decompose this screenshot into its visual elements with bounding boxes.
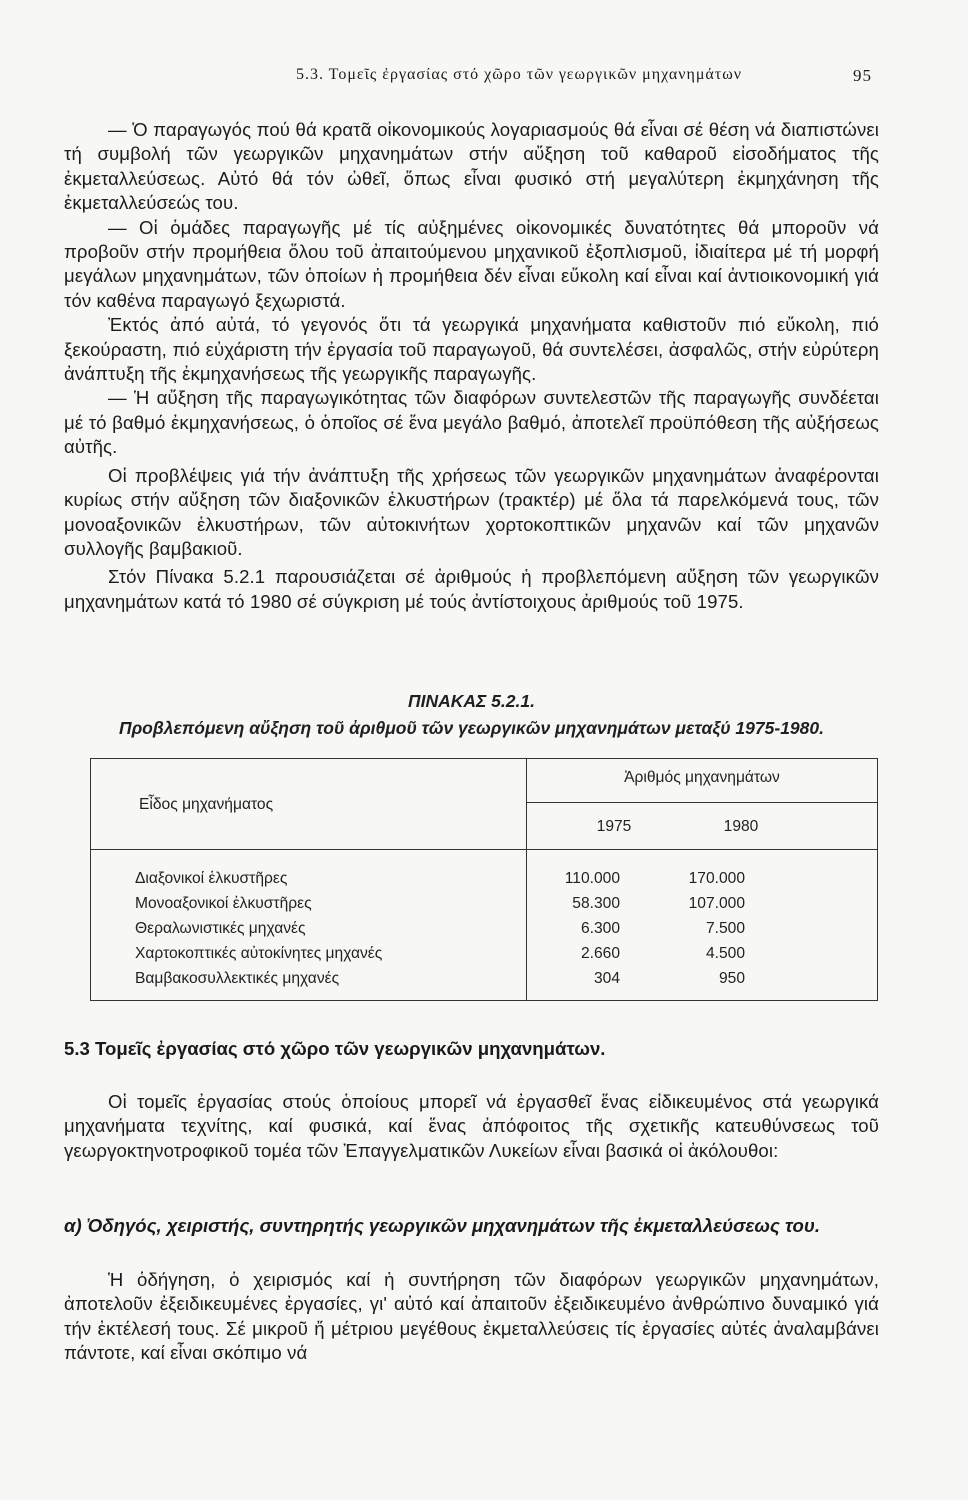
- row-labels: [135, 866, 382, 991]
- paragraph: — Οἱ ὁμάδες παραγωγῆς μέ τίς αὐξημένες οἰκονομικές δυνατότητες θά μποροῦν νά προβοῦν στήν προμήθεια ὅλου τοῦ ἀπαιτούμενου μηχανικοῦ ἐξοπλισμοῦ, ἰδιαίτερα μέ τή μορφή μεγάλων μηχανημάτων, τῶν ὁποίων ἡ προμήθεια δέν εἶναι εὔκολη καί εἶναι καί ἀντιοικονομική γιά τόν καθένα παραγωγό ξεχωριστά.: [64, 216, 879, 311]
- table-cell: 304: [593, 970, 620, 987]
- table-row-label: Βαμβακοσυλλεκτικές μηχανές: [135, 970, 340, 987]
- table-row-label: Διαξονικοί ἑλκυστῆρες: [135, 870, 288, 887]
- column-header-group: Ἀριθμός μηχανημάτων: [624, 769, 780, 786]
- table-cell: 7.500: [705, 920, 745, 937]
- table-cell: 950: [718, 970, 745, 987]
- table-cell: 107.000: [688, 895, 745, 912]
- table-divider: [526, 759, 527, 1000]
- paragraph: Ἡ ὁδήγηση, ὁ χειρισμός καί ἡ συντήρηση τῶν διαφόρων γεωργικῶν μηχανημάτων, ἀποτελοῦν ἐξειδικευμένες ἐργασίες, γι' αὐτό καί ἀπαιτοῦν ἐξειδικευμένο ἀνθρώπινο δυναμικό γιά τήν ἐκτέλεσή τους. Σέ μικροῦ ἤ μέτριου μεγέθους ἐκμεταλλεύσεις τίς ἐργασίες αὐτές ἀναλαμβάνει πάντοτε, καί εἶναι σκόπιμο νά: [64, 1269, 879, 1364]
- column-header-type: Εἶδος μηχανήματος: [139, 796, 274, 813]
- page-number: 95: [853, 66, 872, 85]
- paragraph: — Ὁ παραγωγός πού θά κρατᾶ οἰκονομικούς λογαριασμούς θά εἶναι σέ θέση νά διαπιστώνει τή συμβολή τῶν γεωργικῶν μηχανημάτων στήν αὔξηση τοῦ καθαροῦ εἰσοδήματος τῆς ἐκμεταλλεύσεως. Αὐτό θά τόν ὠθεῖ, ὅπως εἶναι φυσικό στή μεγαλύτερη ἐκμηχάνηση τῆς ἐκμεταλλεύσεώς του.: [64, 119, 879, 214]
- table-caption: Προβλεπόμενη αὔξηση τοῦ ἀριθμοῦ τῶν γεωργικῶν μηχανημάτων μεταξύ 1975-1980.: [119, 718, 824, 738]
- paragraph: — Ἡ αὔξηση τῆς παραγωγικότητας τῶν διαφόρων συντελεστῶν τῆς παραγωγῆς συνδέεται μέ τό βαθμό ἐκμηχανήσεως, ὁ ὁποῖος σέ ἕνα μεγάλο βαθμό, ἀποτελεῖ προϋπόθεση τῆς αὐξήσεως αὐτῆς.: [64, 387, 879, 458]
- paragraph: Οἱ τομεῖς ἐργασίας στούς ὁποίους μπορεῖ νά ἐργασθεῖ ἕνας εἰδικευμένος στά γεωργικά μηχανήματα τεχνίτης, καί φυσικά, καί ἕνας ἀπόφοιτος τῆς σχετικῆς κατευθύνσεως τοῦ γεωργοκτηνοτροφικοῦ τομέα τῶν Ἐπαγγελματικῶν Λυκείων εἶναι βασικά οἱ ἀκόλουθοι:: [64, 1091, 879, 1161]
- subheading: α) Ὀδηγός, χειριστής, συντηρητής γεωργικῶν μηχανημάτων τῆς ἐκμεταλλεύσεως του.: [64, 1215, 821, 1236]
- table-cell: 58.300: [572, 895, 620, 912]
- table-row-label: Θεραλωνιστικές μηχανές: [135, 920, 306, 937]
- running-header: [96, 66, 872, 94]
- column-header-1975: 1975: [596, 818, 632, 835]
- column-1980: [651, 866, 745, 991]
- table-cell: 110.000: [564, 870, 620, 887]
- machinery-table: [90, 758, 878, 1001]
- table-cell: 4.500: [705, 945, 745, 962]
- section-heading: 5.3 Τομεῖς ἐργασίας στό χῶρο τῶν γεωργικῶν μηχανημάτων.: [64, 1038, 606, 1059]
- paragraph: Οἱ προβλέψεις γιά τήν ἀνάπτυξη τῆς χρήσεως τῶν γεωργικῶν μηχανημάτων ἀναφέρονται κυρίως στήν αὔξηση τῶν διαξονικῶν ἑλκυστήρων (τρακτέρ) μέ ὅλα τά παρελκόμενά τους, τῶν μονοαξονικῶν ἑλκυστήρων, τῶν αὐτοκινήτων χορτοκοπτικῶν μηχανῶν καί τῶν μηχανῶν συλλογῆς βαμβακιοῦ.: [64, 464, 879, 559]
- section-intro: [64, 1090, 879, 1163]
- table-row-label: Μονοαξονικοί ἑλκυστῆρες: [135, 895, 312, 912]
- paragraph: Στόν Πίνακα 5.2.1 παρουσιάζεται σέ ἀριθμούς ἡ προβλεπόμενη αὔξηση τῶν γεωργικῶν μηχανημάτων κατά τό 1980 σέ σύγκριση μέ τούς ἀντίστοιχους ἀριθμούς τοῦ 1975.: [64, 566, 879, 612]
- table-divider: [526, 802, 877, 803]
- sub-text: [64, 1268, 879, 1366]
- paragraph: Ἐκτός ἀπό αὐτά, τό γεγονός ὅτι τά γεωργικά μηχανήματα καθιστοῦν πιό εὔκολη, πιό ξεκούραστη, πιό εὐχάριστη τήν ἐργασία τοῦ παραγωγοῦ, θά συντελέσει, ἀσφαλῶς, στήν εὐρύτερη ἀνάπτυξη τῆς ἐκμηχανήσεως τῆς γεωργικῆς παραγωγῆς.: [64, 314, 879, 385]
- table-divider: [91, 849, 877, 850]
- table-cell: 6.300: [580, 920, 620, 937]
- table-cell: 170.000: [688, 870, 745, 887]
- running-title: 5.3. Τομεῖς ἐργασίας στό χῶρο τῶν γεωργικῶν μηχανημάτων: [295, 66, 742, 83]
- table-cell: 2.660: [580, 945, 620, 962]
- column-1975: [531, 866, 620, 991]
- table-label: ΠΙΝΑΚΑΣ 5.2.1.: [408, 691, 535, 711]
- table-row-label: Χαρτοκοπτικές αὐτοκίνητες μηχανές: [135, 945, 383, 962]
- column-header-1980: 1980: [723, 818, 759, 835]
- intro-text: [64, 118, 879, 614]
